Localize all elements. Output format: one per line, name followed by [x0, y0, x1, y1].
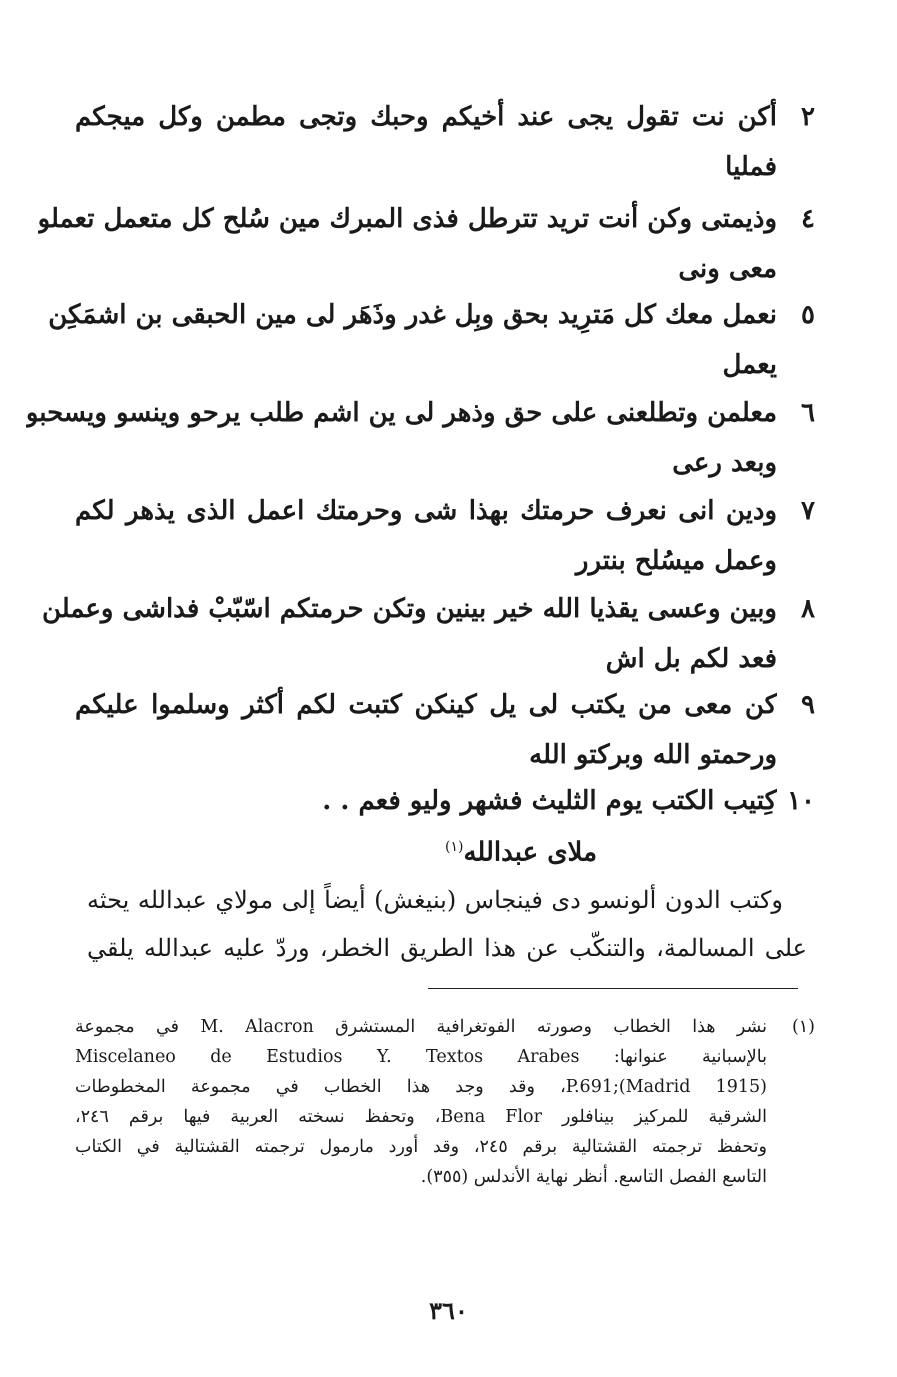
- verse-line: يعمل: [722, 350, 777, 380]
- verse-9: [75, 680, 815, 780]
- verse-line: وعمل ميسُلح بنترر: [575, 546, 777, 576]
- footnote-reference: (١): [444, 839, 464, 855]
- verse-line: نعمل معك كل مَترِيد بحق وبِل غدر وذَهَر لى مين الحبقى بن اشمَكِن: [48, 300, 777, 330]
- verse-line: كن معى من يكتب لى يل كينكن كتبت لكم أكثر وسلموا عليكم: [75, 690, 777, 720]
- signature-name: ملاى عبدالله: [463, 837, 597, 868]
- verse-number: ٢: [801, 102, 815, 132]
- footnote-line: الشرقية للمركيز بينافلور Bena Flor، وتحفظ نسخته العربية فيها برقم ٢٤٦،: [75, 1107, 767, 1127]
- verse-line: وبعد رعى: [672, 448, 777, 478]
- paragraph-line: على المسالمة، والتنكّب عن هذا الطريق الخطر، وردّ عليه عبدالله يلقي: [87, 934, 807, 962]
- footnote-line: بالإسبانية عنوانها: Miscelaneo de Estudios Y. Textos Arabes: [75, 1047, 767, 1067]
- verse-line: ودين انى نعرف حرمتك بهذا شى وحرمتك اعمل الذى يذهر لكم: [75, 496, 777, 526]
- verse-8: [41, 584, 815, 684]
- footnote-line: وتحفظ ترجمته القشتالية برقم ٢٤٥، وقد أورد مارمول ترجمته القشتالية في الكتاب: [75, 1137, 767, 1157]
- verse-line: ورحمتو الله وبركتو الله: [529, 740, 777, 770]
- footnote-line: نشر هذا الخطاب وصورته الفوتغرافية المستشرق M. Alacron في مجموعة: [75, 1017, 767, 1037]
- verse-number: ٩: [801, 690, 815, 720]
- footnote: [75, 1012, 815, 1192]
- letter-signature: [445, 822, 597, 878]
- verse-line: فعد لكم بل اش: [605, 644, 777, 674]
- verse-number: ٧: [801, 496, 815, 526]
- footnote-marker: (١): [791, 1017, 815, 1037]
- verse-line: فمليا: [725, 152, 777, 182]
- verse-number: ٤: [801, 204, 815, 234]
- body-paragraph: [87, 876, 807, 972]
- verse-number: ٦: [801, 398, 815, 428]
- verse-line: وبين وعسى يقذيا الله خير بينين وتكن حرمتكم اسّبّبْ فداشى وعملن: [41, 594, 777, 624]
- verse-4: [37, 194, 815, 294]
- verse-line: أكن نت تقول يجى عند أخيكم وحبك وتجى مطمن وكل ميجكم: [75, 102, 777, 132]
- paragraph-line: وكتب الدون ألونسو دى فينجاس (بنيغش) أيضاً إلى مولاي عبدالله يحثه: [87, 886, 783, 914]
- footnote-divider: [428, 988, 798, 989]
- verse-10: [75, 776, 815, 826]
- verse-number: ٨: [801, 594, 815, 624]
- verse-line: معى ونى: [678, 254, 777, 284]
- verse-line: كِتيب الكتب يوم الثليث فشهر وليو فعم . .: [322, 786, 777, 816]
- verse-2: [75, 92, 815, 192]
- verse-number: ١٠: [787, 786, 815, 816]
- verse-number: ٥: [801, 300, 815, 330]
- footnote-line: التاسع الفصل التاسع. أنظر نهاية الأندلس (٣٥٥).: [420, 1167, 767, 1187]
- verse-5: [48, 290, 815, 390]
- page-number: ٣٦٠: [429, 1296, 468, 1325]
- verse-6: [25, 388, 815, 488]
- verse-line: وذيمتى وكن أنت تريد تترطل فذى المبرك مين سُلح كل متعمل تعملو: [37, 204, 777, 234]
- footnote-line: (Madrid 1915);P.691، وقد وجد هذا الخطاب في مجموعة المخطوطات: [75, 1077, 767, 1097]
- verse-7: [75, 486, 815, 586]
- verse-line: معلمن وتطلعنى على حق وذهر لى ين اشم طلب يرحو وينسو ويسحبو: [25, 398, 777, 428]
